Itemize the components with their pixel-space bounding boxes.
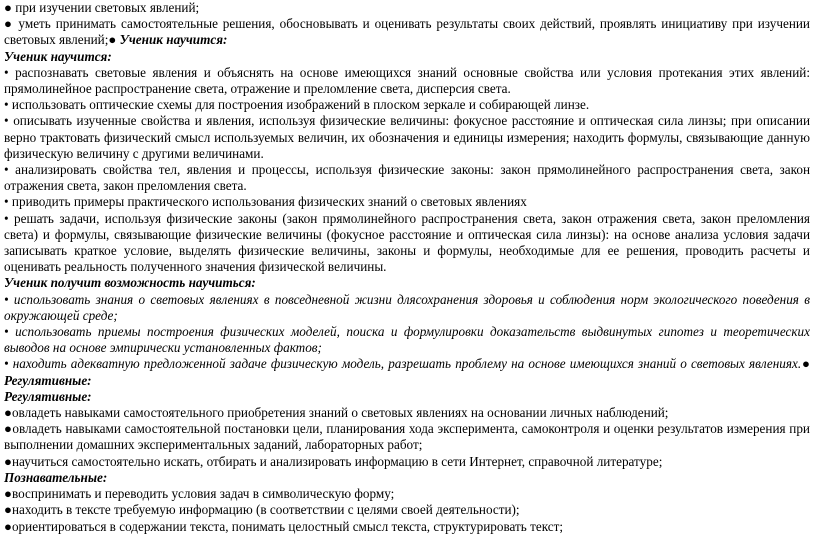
list-item: ●находить в тексте требуемую информацию (в соответствии с целями своей деятельности); [4, 502, 520, 518]
inline-heading: ● Регулятивные: [4, 356, 810, 388]
list-item: • использовать приемы построения физических моделей, поиска и формулировки доказательств выдвинутых гипотез и теоретических выводов на основе эмпирически установленных фактов; [4, 324, 810, 356]
text-line: ● при изучении световых явлений; [4, 0, 200, 15]
list-item: ●ориентироваться в содержании текста, понимать целостный смысл текста, структурировать текст; [4, 518, 564, 534]
list-item: • приводить примеры практического использования физических знаний о световых явлениях [4, 194, 527, 210]
list-item: ●овладеть навыками самостоятельного приобретения знаний о световых явлениях на основании личных наблюдений; [4, 405, 669, 421]
section-heading-learn: Ученик научится: [4, 48, 112, 64]
text-paragraph [4, 16, 810, 48]
list-item: • решать задачи, используя физические законы (закон прямолинейного распространения света, закон отражения света, закон преломления света) и формулы, связывающие физические величины (фокусное расстояние и оптическая сила линзы): на основе анализа условия задачи записывать краткое условие, выделять физические величины, законы и формулы, необходимые для ее решения, проводить расчеты и оценивать реальность полученного значения физической величины. [4, 210, 810, 275]
list-item: • описывать изученные свойства и явления, используя физические величины: фокусное расстояние и оптическая сила линзы; при описании верно трактовать физический смысл используемых величин, их обозначения и единицы измерения; находить формулы, связывающие данную физическую величину с другими величинами. [4, 113, 810, 161]
section-heading-opportunity: Ученик получит возможность научиться: [4, 275, 256, 291]
section-heading-regulatory: Регулятивные: [4, 388, 92, 404]
list-item: ●овладеть навыками самостоятельной постановки цели, планирования хода эксперимента, самоконтроля и оценки результатов измерения при выполнении домашних экспериментальных заданий, лабораторных работ; [4, 421, 810, 453]
text-span: ● уметь принимать самостоятельные решения, обосновывать и оценивать результаты своих действий, проявлять инициативу при изучении световых явлений; [4, 16, 810, 48]
text-span: • находить адекватную предложенной задаче физическую модель, разрешать проблему на основе имеющихся знаний о световых явлениях. [4, 356, 802, 372]
list-item: ●научиться самостоятельно искать, отбирать и анализировать информацию в сети Интернет, справочной литературе; [4, 453, 663, 469]
list-item: • использовать оптические схемы для построения изображений в плоском зеркале и собирающей линзе. [4, 97, 590, 113]
list-item: • распознавать световые явления и объяснять на основе имеющихся знаний основные свойства или условия протекания этих явлений: прямолинейное распространение света, отражение и преломление света, дисперсия света. [4, 64, 810, 97]
list-item: ●воспринимать и переводить условия задач в символическую форму; [4, 486, 395, 502]
list-item: • анализировать свойства тел, явления и процессы, используя физические законы: закон прямолинейного распространения света, закон отражения света, закон преломления света. [4, 162, 810, 194]
inline-heading: ● Ученик научится: [108, 32, 228, 48]
section-heading-cognitive: Познавательные: [4, 469, 108, 485]
text-paragraph [4, 356, 810, 388]
list-item: • использовать знания о световых явлениях в повседневной жизни длясохранения здоровья и соблюдения норм экологического поведения в окружающей среде; [4, 291, 810, 323]
